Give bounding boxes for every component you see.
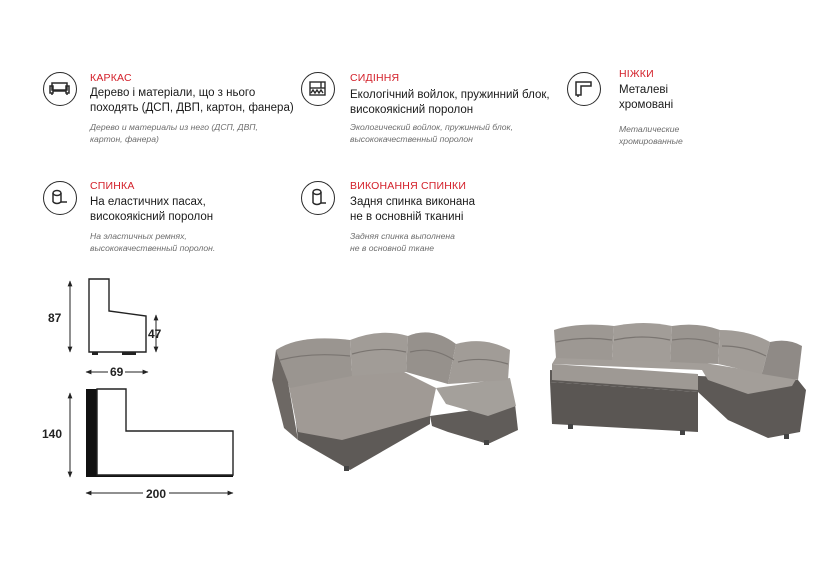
- feature-note: Экологический войлок, пружинный блок, высококачественный поролон: [350, 122, 513, 144]
- feature-note: Дерево и материалы из него (ДСП, ДВП, картон, фанера): [90, 122, 258, 144]
- feature-title: КАРКАС: [90, 72, 132, 84]
- depth-label: 69: [110, 365, 124, 379]
- feature-note: Задняя спинка выполнена не в основной ткане: [350, 231, 455, 253]
- feature-note: Металические хромированные: [619, 124, 683, 146]
- length-label: 200: [143, 487, 169, 501]
- seat-height-label: 47: [148, 327, 162, 341]
- feature-title: СПИНКА: [90, 180, 135, 192]
- feature-description: Екологічний войлок, пружинний блок, високоякісний поролон: [350, 89, 550, 116]
- feature-description: Металеві хромовані: [619, 84, 674, 111]
- feature-title: СИДІННЯ: [350, 72, 400, 84]
- feature-description: На еластичних пасах, високоякісний поролон: [90, 196, 214, 223]
- profile-outline: [89, 279, 146, 355]
- height-label: 87: [48, 311, 62, 325]
- feature-description: Задня спинка виконана не в основній тканині: [350, 196, 476, 223]
- feature-description: Дерево і матеріали, що з нього походять (ДСП, ДВП, картон, фанера): [90, 87, 294, 114]
- feature-title: НІЖКИ: [619, 68, 654, 80]
- feature-note: На эластичных ремнях, высококачественный поролон.: [90, 231, 216, 253]
- top-view-outline: [86, 389, 233, 477]
- feature-title: ВИКОНАННЯ СПИНКИ: [350, 180, 467, 192]
- side-length-label: 140: [42, 427, 63, 441]
- sofa-photo-left: [270, 320, 530, 480]
- sofa-photo-right: [548, 320, 810, 450]
